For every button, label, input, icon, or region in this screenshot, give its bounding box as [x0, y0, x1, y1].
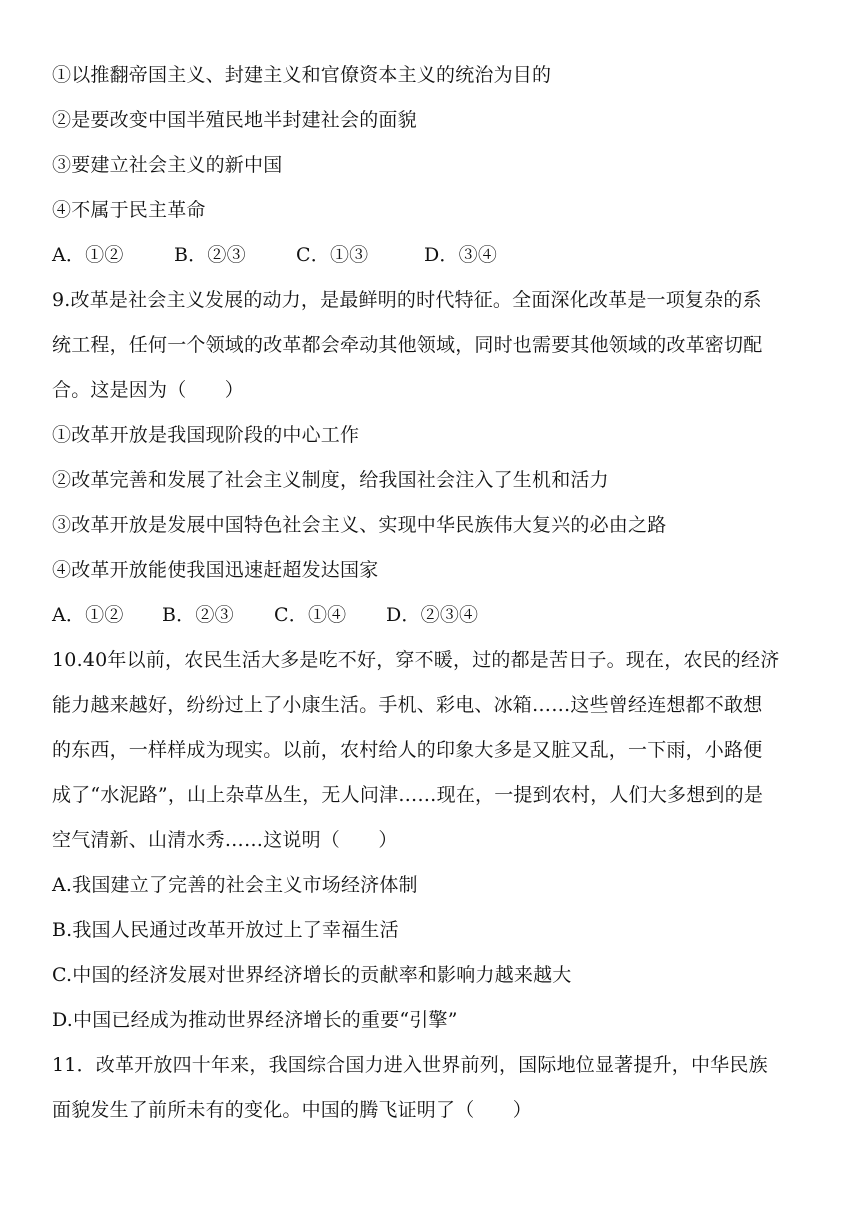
q8-option-b: B．②③ — [174, 244, 246, 266]
q9-item-2: ②改革完善和发展了社会主义制度，给我国社会注入了生机和活力 — [52, 469, 609, 491]
q9-option-a: A．①② — [52, 604, 124, 626]
q8-item-2: ②是要改变中国半殖民地半封建社会的面貌 — [52, 109, 417, 131]
q9-item-4: ④改革开放能使我国迅速赶超发达国家 — [52, 559, 379, 581]
q9-options — [52, 602, 812, 628]
q8-option-d: D．③④ — [424, 244, 498, 266]
q10-choice-a: A.我国建立了完善的社会主义市场经济体制 — [52, 874, 418, 896]
q10-stem-line-3: 的东西，一样样成为现实。以前，农村给人的印象大多是又脏又乱，一下雨，小路便 — [52, 739, 763, 761]
q10-stem-line-2: 能力越来越好，纷纷过上了小康生活。手机、彩电、冰箱……这些曾经连想都不敢想 — [52, 694, 763, 716]
q8-option-a: A．①② — [52, 244, 124, 266]
q11-stem-line-2: 面貌发生了前所未有的变化。中国的腾飞证明了（ ） — [52, 1099, 533, 1121]
q10-stem-line-1: 10.40年以前，农民生活大多是吃不好，穿不暖，过的都是苦日子。现在，农民的经济 — [52, 649, 780, 671]
q9-option-b: B．②③ — [162, 604, 234, 626]
q10-choice-b: B.我国人民通过改革开放过上了幸福生活 — [52, 919, 399, 941]
q9-option-d: D．②③④ — [386, 604, 479, 626]
q10-stem-line-4: 成了“水泥路”，山上杂草丛生，无人问津……现在，一提到农村，人们大多想到的是 — [52, 784, 764, 806]
q9-item-3: ③改革开放是发展中国特色社会主义、实现中华民族伟大复兴的必由之路 — [52, 514, 667, 536]
q10-stem-line-5: 空气清新、山清水秀……这说明（ ） — [52, 829, 398, 851]
q8-item-4: ④不属于民主革命 — [52, 199, 206, 221]
q9-stem-line-3: 合。这是因为（ ） — [52, 379, 245, 401]
q9-stem-line-1: 9.改革是社会主义发展的动力，是最鲜明的时代特征。全面深化改革是一项复杂的系 — [52, 289, 762, 311]
q9-option-c: C．①④ — [274, 604, 347, 626]
q8-options — [52, 242, 812, 268]
q9-stem-line-2: 统工程，任何一个领域的改革都会牵动其他领域，同时也需要其他领域的改革密切配 — [52, 334, 763, 356]
q8-item-1: ①以推翻帝国主义、封建主义和官僚资本主义的统治为目的 — [52, 64, 552, 86]
q8-option-c: C．①③ — [296, 244, 369, 266]
q11-stem-line-1: 11．改革开放四十年来，我国综合国力进入世界前列，国际地位显著提升，中华民族 — [52, 1054, 768, 1076]
q9-item-1: ①改革开放是我国现阶段的中心工作 — [52, 424, 360, 446]
q10-choice-d: D.中国已经成为推动世界经济增长的重要“引擎” — [52, 1009, 458, 1031]
q8-item-3: ③要建立社会主义的新中国 — [52, 154, 283, 176]
q10-choice-c: C.中国的经济发展对世界经济增长的贡献率和影响力越来越大 — [52, 964, 572, 986]
